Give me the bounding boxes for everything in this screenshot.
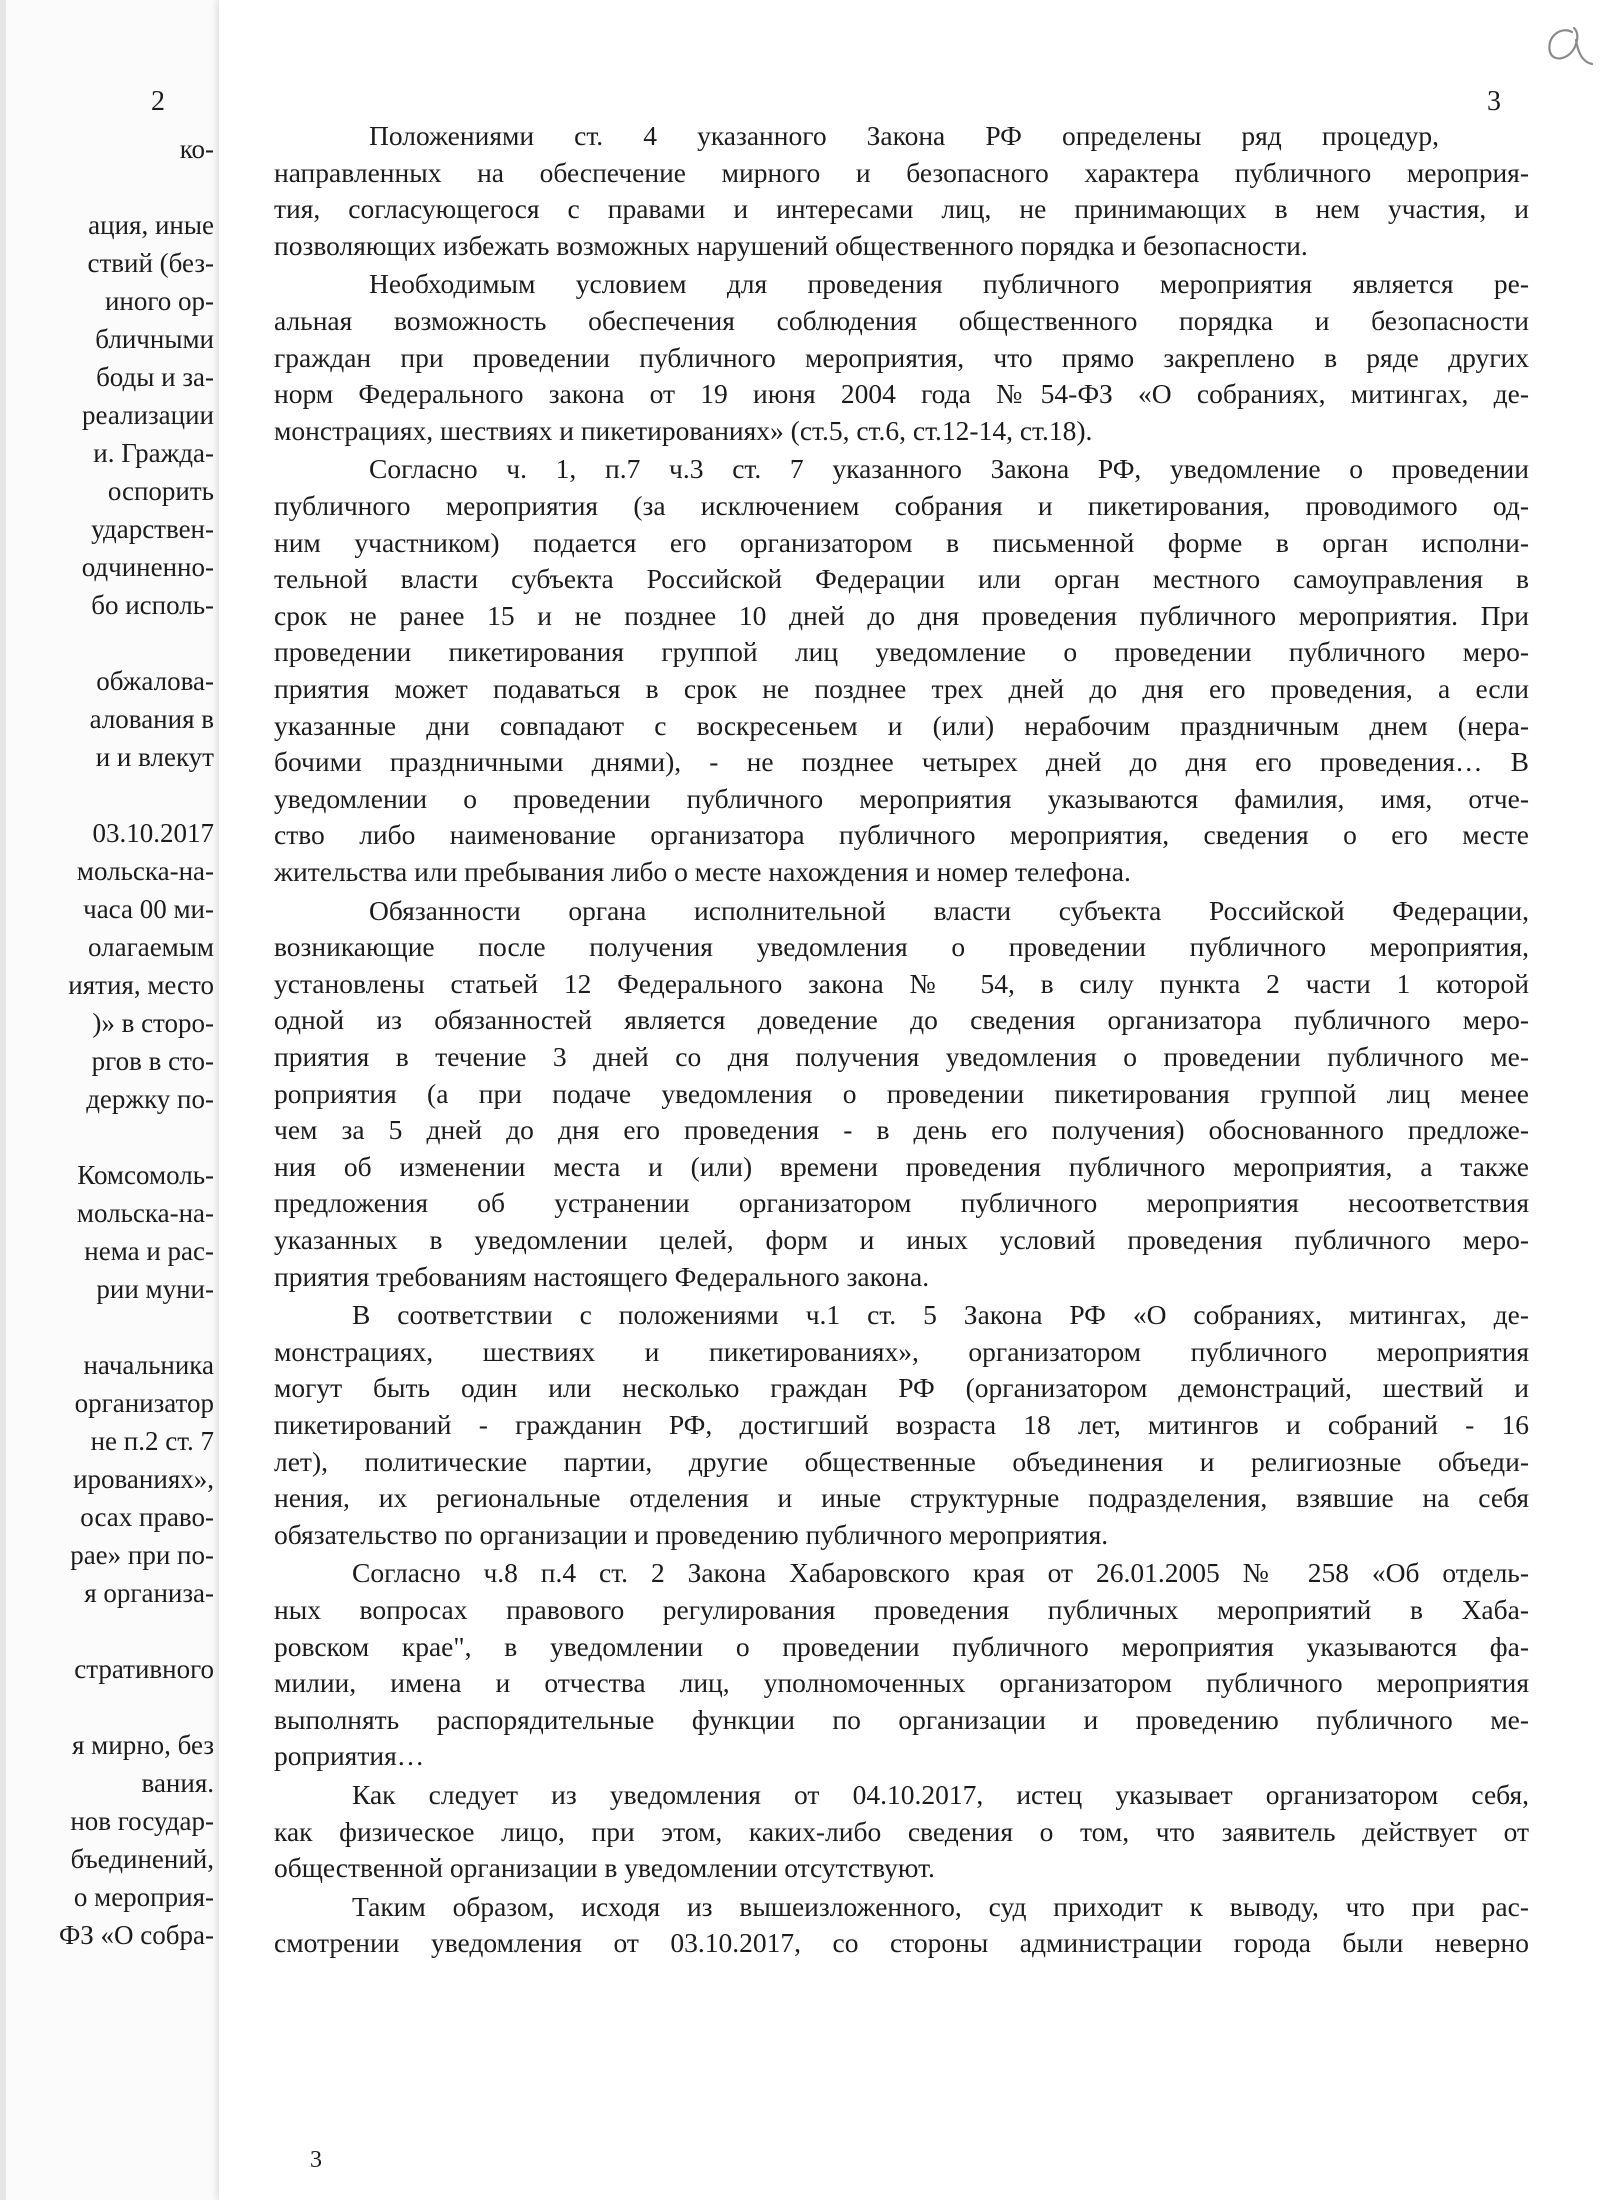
left-page-line: вания. xyxy=(141,1768,214,1798)
body-line: Таким образом, исходя из вышеизложенного, суд приходит к выводу, что при рас- xyxy=(352,1890,1529,1922)
previous-page-strip xyxy=(6,0,219,2200)
body-line: Как следует из уведомления от 04.10.2017, истец указывает организатором себя, xyxy=(352,1779,1529,1810)
body-line: ровском крае", в уведомлении о проведении публичного мероприятия указываются фа- xyxy=(274,1630,1529,1662)
left-page-line xyxy=(8,776,214,814)
left-page-line: о мероприя- xyxy=(73,1882,214,1912)
left-page-line: мольска-на- xyxy=(76,1198,214,1228)
left-page-line: Комсомоль- xyxy=(77,1160,214,1190)
left-page-line xyxy=(8,1688,214,1726)
body-line: обязательство по организации и проведению публичного мероприятия. xyxy=(274,1518,1109,1550)
body-line: могут быть один или несколько граждан РФ (организатором демонстраций, шествий и xyxy=(274,1372,1529,1404)
left-page-line: держку по- xyxy=(86,1084,214,1114)
left-page-line: обжалова- xyxy=(96,666,214,696)
left-page-line: часа 00 ми- xyxy=(83,894,214,924)
left-page-line xyxy=(8,1308,214,1346)
left-page-line: и. Гражда- xyxy=(93,438,214,468)
left-page-line xyxy=(8,624,214,662)
left-page-line: иятия, место xyxy=(68,970,214,1000)
body-line: приятия в течение 3 дней со дня получения уведомления о проведении публичного ме- xyxy=(274,1041,1529,1072)
body-line: монстрациях, шествиях и пикетированиях» (ст.5, ст.6, ст.12-14, ст.18). xyxy=(274,414,1093,446)
body-line: проведении пикетирования группой лиц уведомление о проведении публичного меро- xyxy=(274,636,1529,668)
body-line: нения, их региональные отделения и иные структурные подразделения, взявшие на себя xyxy=(274,1482,1529,1514)
body-line: бочими праздничными днями), - не позднее четырех дней до дня его проведения… В xyxy=(274,746,1529,778)
body-line: указанные дни совпадают с воскресеньем и (или) нерабочим праздничным днем (нера- xyxy=(274,709,1529,741)
body-line: тия, согласующегося с правами и интересами лиц, не принимающих в нем участия, и xyxy=(274,193,1529,225)
body-line: граждан при проведении публичного мероприятия, что прямо закреплено в ряде других xyxy=(274,341,1529,373)
left-page-line: ствий (без- xyxy=(87,248,214,278)
left-page-line: боды и за- xyxy=(96,362,214,392)
body-line: возникающие после получения уведомления о проведении публичного мероприятия, xyxy=(274,931,1529,963)
body-line: Согласно ч. 1, п.7 ч.3 ст. 7 указанного Закона РФ, уведомление о проведении xyxy=(369,453,1529,485)
body-line: альная возможность обеспечения соблюдения общественного порядка и безопасности xyxy=(274,305,1529,336)
left-page-line: не п.2 ст. 7 xyxy=(90,1426,214,1456)
left-page-line: оспорить xyxy=(107,476,214,506)
left-page-line: реализации xyxy=(82,400,214,430)
left-page-line: организатор xyxy=(74,1388,214,1418)
left-page-number: 2 xyxy=(151,86,165,117)
left-page-line: бличными xyxy=(95,324,214,354)
body-line: срок не ранее 15 и не позднее 10 дней до дня проведения публичного мероприятия. При xyxy=(274,599,1529,631)
handwritten-mark xyxy=(1532,18,1596,74)
left-page-line xyxy=(8,168,214,206)
page-number-top: 3 xyxy=(1487,86,1501,117)
body-line: направленных на обеспечение мирного и безопасного характера публичного мероприя- xyxy=(274,156,1529,188)
left-page-line: начальника xyxy=(83,1350,214,1380)
body-line: позволяющих избежать возможных нарушений общественного порядка и безопасности. xyxy=(274,229,1308,261)
body-line: указанных в уведомлении целей, форм и иных условий проведения публичного меро- xyxy=(274,1224,1529,1255)
body-line: предложения об устранении организатором публичного мероприятия несоответствия xyxy=(274,1187,1529,1219)
left-page-line: нема и рас- xyxy=(84,1236,214,1266)
body-line: публичного мероприятия (за исключением собрания и пикетирования, проводимого од- xyxy=(274,490,1529,521)
body-line: Согласно ч.8 п.4 ст. 2 Закона Хабаровского края от 26.01.2005 № 258 «Об отдель- xyxy=(352,1557,1529,1589)
left-page-line: ударствен- xyxy=(91,514,214,544)
left-page-line: одчиненно- xyxy=(81,552,214,582)
body-line: роприятия (а при подаче уведомления о проведении пикетирования группой лиц менее xyxy=(274,1077,1529,1109)
left-page-line: рии муни- xyxy=(96,1274,214,1304)
left-page-line xyxy=(8,1118,214,1156)
body-line: пикетирований - гражданин РФ, достигший возраста 18 лет, митингов и собраний - 16 xyxy=(274,1409,1529,1440)
body-line: ним участником) подается его организатором в письменной форме в орган исполни- xyxy=(274,526,1529,558)
body-line: одной из обязанностей является доведение до сведения организатора публичного меро- xyxy=(274,1004,1529,1036)
left-page-line: ФЗ «О собра- xyxy=(58,1920,214,1950)
body-line: Положениями ст. 4 указанного Закона РФ определены ряд процедур, xyxy=(369,120,1439,151)
left-page-line: )» в сторо- xyxy=(92,1008,214,1038)
body-line: тельной власти субъекта Российской Федерации или орган местного самоуправления в xyxy=(274,563,1529,595)
left-page-line: ргов в сто- xyxy=(91,1046,214,1076)
left-page-text xyxy=(8,130,214,1954)
body-line: Необходимым условием для проведения публичного мероприятия является ре- xyxy=(369,268,1529,300)
body-line: жительства или пребывания либо о месте нахождения и номер телефона. xyxy=(274,856,1131,887)
left-page-line: 03.10.2017 xyxy=(92,818,214,848)
body-line: приятия требованиям настоящего Федерального закона. xyxy=(274,1260,930,1292)
left-page-line: алования в xyxy=(89,704,214,734)
left-page-line: и и влекут xyxy=(95,742,214,772)
body-line: ных вопросах правового регулирования проведения публичных мероприятий в Хаба- xyxy=(274,1594,1529,1625)
left-page-line: мольска-на- xyxy=(76,856,214,886)
body-line: уведомлении о проведении публичного мероприятия указываются фамилия, имя, отче- xyxy=(274,782,1529,814)
body-line: приятия может подаваться в срок не позднее трех дней до дня его проведения, а если xyxy=(274,673,1529,704)
left-page-line: бъединений, xyxy=(70,1844,214,1874)
body-line: Обязанности органа исполнительной власти субъекта Российской Федерации, xyxy=(369,894,1529,926)
left-page-line: осах право- xyxy=(80,1502,214,1532)
left-page-line: ированиях», xyxy=(73,1464,214,1494)
left-page-line: нов государ- xyxy=(70,1806,214,1836)
left-page-line: рае» при по- xyxy=(70,1540,214,1570)
page-number-bottom: 3 xyxy=(310,2147,322,2173)
body-line: чем за 5 дней до дня его проведения - в день его получения) обоснованного предложе- xyxy=(274,1114,1529,1146)
body-line: смотрении уведомления от 03.10.2017, со стороны администрации города были неверно xyxy=(274,1927,1529,1959)
document-page xyxy=(219,0,1600,2200)
body-line: установлены статьей 12 Федерального закона № 54, в силу пункта 2 части 1 которой xyxy=(274,967,1529,999)
left-page-line: я мирно, без xyxy=(71,1730,214,1760)
left-page-line: ация, иные xyxy=(88,210,214,240)
body-line: роприятия… xyxy=(274,1740,425,1772)
left-page-line: бо исполь- xyxy=(91,590,214,620)
body-line: В соответствии с положениями ч.1 ст. 5 Закона РФ «О собраниях, митингах, де- xyxy=(352,1299,1529,1331)
body-line: ния об изменении места и (или) времени проведения публичного мероприятия, а также xyxy=(274,1150,1529,1182)
body-line: ство либо наименование организатора публичного мероприятия, сведения о его месте xyxy=(274,819,1529,851)
body-line: как физическое лицо, при этом, каких-либо сведения о том, что заявитель действует от xyxy=(274,1815,1529,1847)
left-page-line: иного ор- xyxy=(104,286,214,316)
left-page-line xyxy=(8,1612,214,1650)
body-line: монстрациях, шествиях и пикетированиях», организатором публичного мероприятия xyxy=(274,1335,1529,1367)
body-line: лет), политические партии, другие общественные объединения и религиозные объеди- xyxy=(274,1445,1529,1477)
body-line: общественной организации в уведомлении отсутствуют. xyxy=(274,1852,935,1884)
left-page-line: олагаемым xyxy=(88,932,214,962)
left-page-line: я организа- xyxy=(84,1578,214,1608)
body-line: милии, имена и отчества лиц, уполномоченных организатором публичного мероприятия xyxy=(274,1667,1529,1699)
body-line: норм Федерального закона от 19 июня 2004 года №54-ФЗ «О собраниях, митингах, де- xyxy=(274,378,1529,410)
left-page-line: стративного xyxy=(74,1654,214,1684)
body-line: выполнять распорядительные функции по организации и проведению публичного ме- xyxy=(274,1703,1529,1735)
left-page-line: ко- xyxy=(179,134,214,164)
